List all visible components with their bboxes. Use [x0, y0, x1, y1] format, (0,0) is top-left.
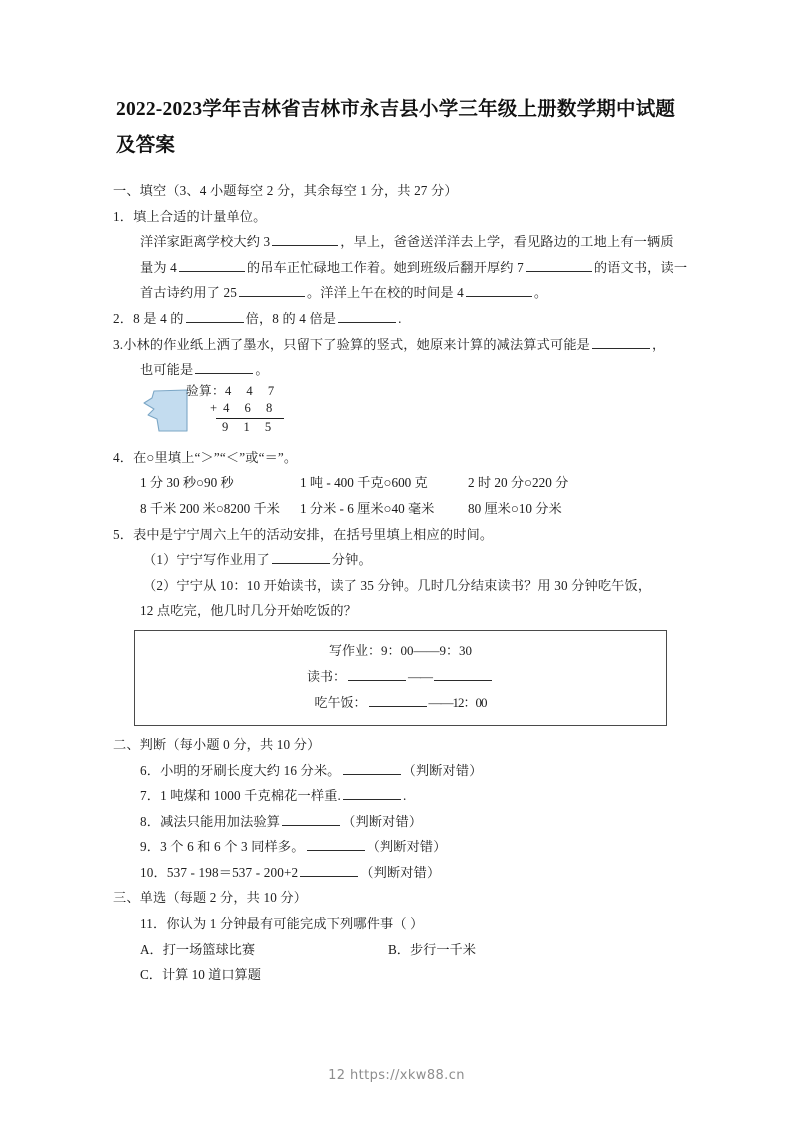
q8-b: （判断对错）	[342, 813, 423, 829]
q2-blank-1[interactable]	[186, 322, 244, 323]
q3-number: 3.	[113, 336, 124, 352]
question-4-stem	[113, 445, 793, 471]
q5-sub1-b: 分钟。	[331, 552, 372, 568]
vsum-addend-2: +4 6 8	[210, 400, 279, 415]
question-8	[140, 809, 793, 835]
q1-number: 1．	[113, 208, 134, 224]
q8-number: 8．	[140, 813, 161, 829]
question-3-line-2	[140, 357, 793, 383]
schedule-value-lunch: ——12：00	[428, 694, 487, 710]
schedule-blank-reading-start[interactable]	[348, 680, 406, 681]
q10-b: （判断对错）	[360, 864, 441, 880]
schedule-row-lunch	[135, 690, 666, 716]
q9-b: （判断对错）	[366, 839, 447, 855]
question-11-options-row-2	[140, 962, 793, 988]
question-1-line-2	[140, 255, 793, 281]
section-heading-true-false: 二、判断（每小题 0 分，共 10 分）	[113, 736, 321, 752]
q4-item-5[interactable]: 1 分米 - 6 厘米○40 毫米	[300, 500, 435, 516]
q5-number: 5．	[113, 526, 134, 542]
q4-text: 在○里填上“＞”“＜”或“＝”。	[133, 449, 298, 465]
question-3-figure	[0, 383, 793, 445]
schedule-blank-lunch-start[interactable]	[369, 706, 427, 707]
vsum-row-1	[186, 383, 284, 400]
question-1-line-3	[140, 280, 793, 306]
q11-option-c[interactable]: C．计算 10 道口算题	[140, 967, 261, 983]
schedule-label-homework: 写作业：	[328, 642, 381, 658]
q1-blank-2[interactable]	[179, 271, 245, 272]
q10-a: 537 - 198＝537 - 200+2	[166, 864, 299, 880]
question-4-row-2	[140, 496, 793, 522]
q4-item-6[interactable]: 80 厘米○10 分米	[468, 500, 562, 516]
q1-l2-c: 的语文书，读一	[593, 259, 688, 275]
q7-number: 7．	[140, 788, 161, 804]
question-4-row-1	[140, 470, 793, 496]
q2-number: 2．	[113, 310, 134, 326]
q1-l1-b: ，早上，爸爸送洋洋去上学，看见路边的工地上有一辆质	[340, 234, 674, 250]
q3-d: 。	[255, 362, 269, 378]
q8-a: 减法只能用加法验算	[160, 813, 281, 829]
q1-l3-c: 。	[533, 285, 548, 301]
q4-item-2[interactable]: 1 吨 - 400 千克○600 克	[300, 475, 428, 491]
q1-blank-4[interactable]	[239, 296, 305, 297]
q1-blank-5[interactable]	[466, 296, 532, 297]
q3-c: 也可能是	[140, 362, 194, 378]
question-5-stem	[113, 522, 793, 548]
vsum-sum: 9 1 5	[222, 419, 278, 434]
question-2	[113, 306, 793, 332]
schedule-label-lunch: 吃午饭：	[314, 694, 367, 710]
q10-blank[interactable]	[300, 876, 358, 877]
q5-text: 表中是宁宁周六上午的活动安排，在括号里填上相应的时间。	[133, 526, 494, 542]
q11-number: 11．	[140, 916, 167, 932]
q11-option-a[interactable]: A．打一场篮球比赛	[140, 941, 256, 957]
schedule-dash-reading: ——	[408, 668, 432, 684]
q2-b: 倍，8 的 4 倍是	[245, 310, 337, 326]
question-7	[140, 783, 793, 809]
q4-item-1[interactable]: 1 分 30 秒○90 秒	[140, 475, 234, 491]
vsum-row-3	[222, 419, 284, 436]
question-9	[140, 834, 793, 860]
q1-l2-a: 量为 4	[140, 259, 177, 275]
q1-l3-a: 首古诗约用了 25	[140, 285, 237, 301]
vsum-addend-1: 4 4 7	[224, 383, 281, 398]
question-5-sub-2: （2）宁宁从 10：10 开始读书，读了 35 分钟。几时几分结束读书？用 30 分钟吃午饭，	[143, 577, 652, 593]
q3-b: ，	[652, 336, 666, 352]
vsum-label: 验算：	[186, 383, 225, 398]
q3-blank-2[interactable]	[195, 373, 253, 374]
q4-item-4[interactable]: 8 千米 200 米○8200 千米	[140, 500, 280, 516]
page-title: 2022-2023学年吉林省吉林市永吉县小学三年级上册数学期中试题及答案	[116, 99, 676, 156]
q6-b: （判断对错）	[402, 762, 483, 778]
vsum-row-2	[210, 400, 284, 417]
q8-blank[interactable]	[282, 825, 340, 826]
q11-option-b[interactable]: B．步行一千米	[388, 941, 476, 957]
question-11-options-row-1	[140, 937, 793, 963]
q1-blank-1[interactable]	[272, 245, 338, 246]
q9-a: 3 个 6 和 6 个 3 同样多。	[160, 839, 305, 855]
question-5-sub-1	[143, 547, 793, 573]
q2-a: 8 是 4 的	[133, 310, 184, 326]
q1-text: 填上合适的计量单位。	[133, 208, 267, 224]
q4-item-3[interactable]: 2 时 20 分○220 分	[468, 475, 569, 491]
question-10	[140, 860, 793, 886]
schedule-label-reading: 读书：	[306, 668, 346, 684]
schedule-value-homework: 9：00——9：30	[381, 642, 473, 658]
q3-blank-1[interactable]	[592, 348, 650, 349]
q6-a: 小明的牙刷长度大约 16 分米。	[160, 762, 341, 778]
page-footer-watermark: 12 https://xkw88.cn	[328, 1068, 465, 1083]
q1-blank-3[interactable]	[526, 271, 592, 272]
q6-blank[interactable]	[343, 774, 401, 775]
schedule-blank-reading-end[interactable]	[434, 680, 492, 681]
q2-blank-2[interactable]	[338, 322, 396, 323]
q3-a: 小林的作业纸上洒了墨水，只留下了验算的竖式，她原来计算的减法算式可能是	[123, 336, 591, 352]
q7-a: 1 吨煤和 1000 千克棉花一样重.	[160, 788, 341, 804]
q10-number: 10．	[140, 864, 167, 880]
q9-blank[interactable]	[307, 850, 365, 851]
question-1-line-1	[140, 229, 793, 255]
section-heading-fill-in: 一、填空（3、4 小题每空 2 分，其余每空 1 分，共 27 分）	[113, 183, 458, 198]
schedule-row-homework	[135, 638, 666, 664]
q1-l2-b: 的吊车正忙碌地工作着。她到班级后翻开厚约 7	[246, 259, 524, 275]
q1-l3-b: 。洋洋上午在校的时间是 4	[306, 285, 464, 301]
q1-l1-a: 洋洋家距离学校大约 3	[140, 234, 271, 250]
q2-c: .	[398, 310, 402, 326]
schedule-row-reading	[135, 664, 666, 690]
question-3-line-1	[113, 332, 793, 358]
question-6	[140, 758, 793, 784]
q5-blank-1[interactable]	[272, 563, 330, 564]
question-1-stem	[113, 204, 793, 230]
question-5-sub-2b: 12 点吃完，他几时几分开始吃饭的？	[140, 603, 357, 619]
section-heading-multiple-choice: 三、单选（每题 2 分，共 10 分）	[113, 890, 308, 906]
question-11-stem	[140, 911, 793, 937]
vertical-addition-check	[186, 383, 284, 436]
exam-body	[0, 178, 793, 988]
q5-sub1-a: （1）宁宁写作业用了	[143, 552, 270, 568]
q9-number: 9．	[140, 839, 161, 855]
q11-text[interactable]: 你认为 1 分钟最有可能完成下列哪件事（ ）	[166, 916, 424, 932]
q6-number: 6．	[140, 762, 161, 778]
q4-number: 4．	[113, 449, 134, 465]
q7-b: .	[402, 788, 407, 804]
q7-blank[interactable]	[343, 799, 401, 800]
schedule-table	[134, 630, 667, 726]
